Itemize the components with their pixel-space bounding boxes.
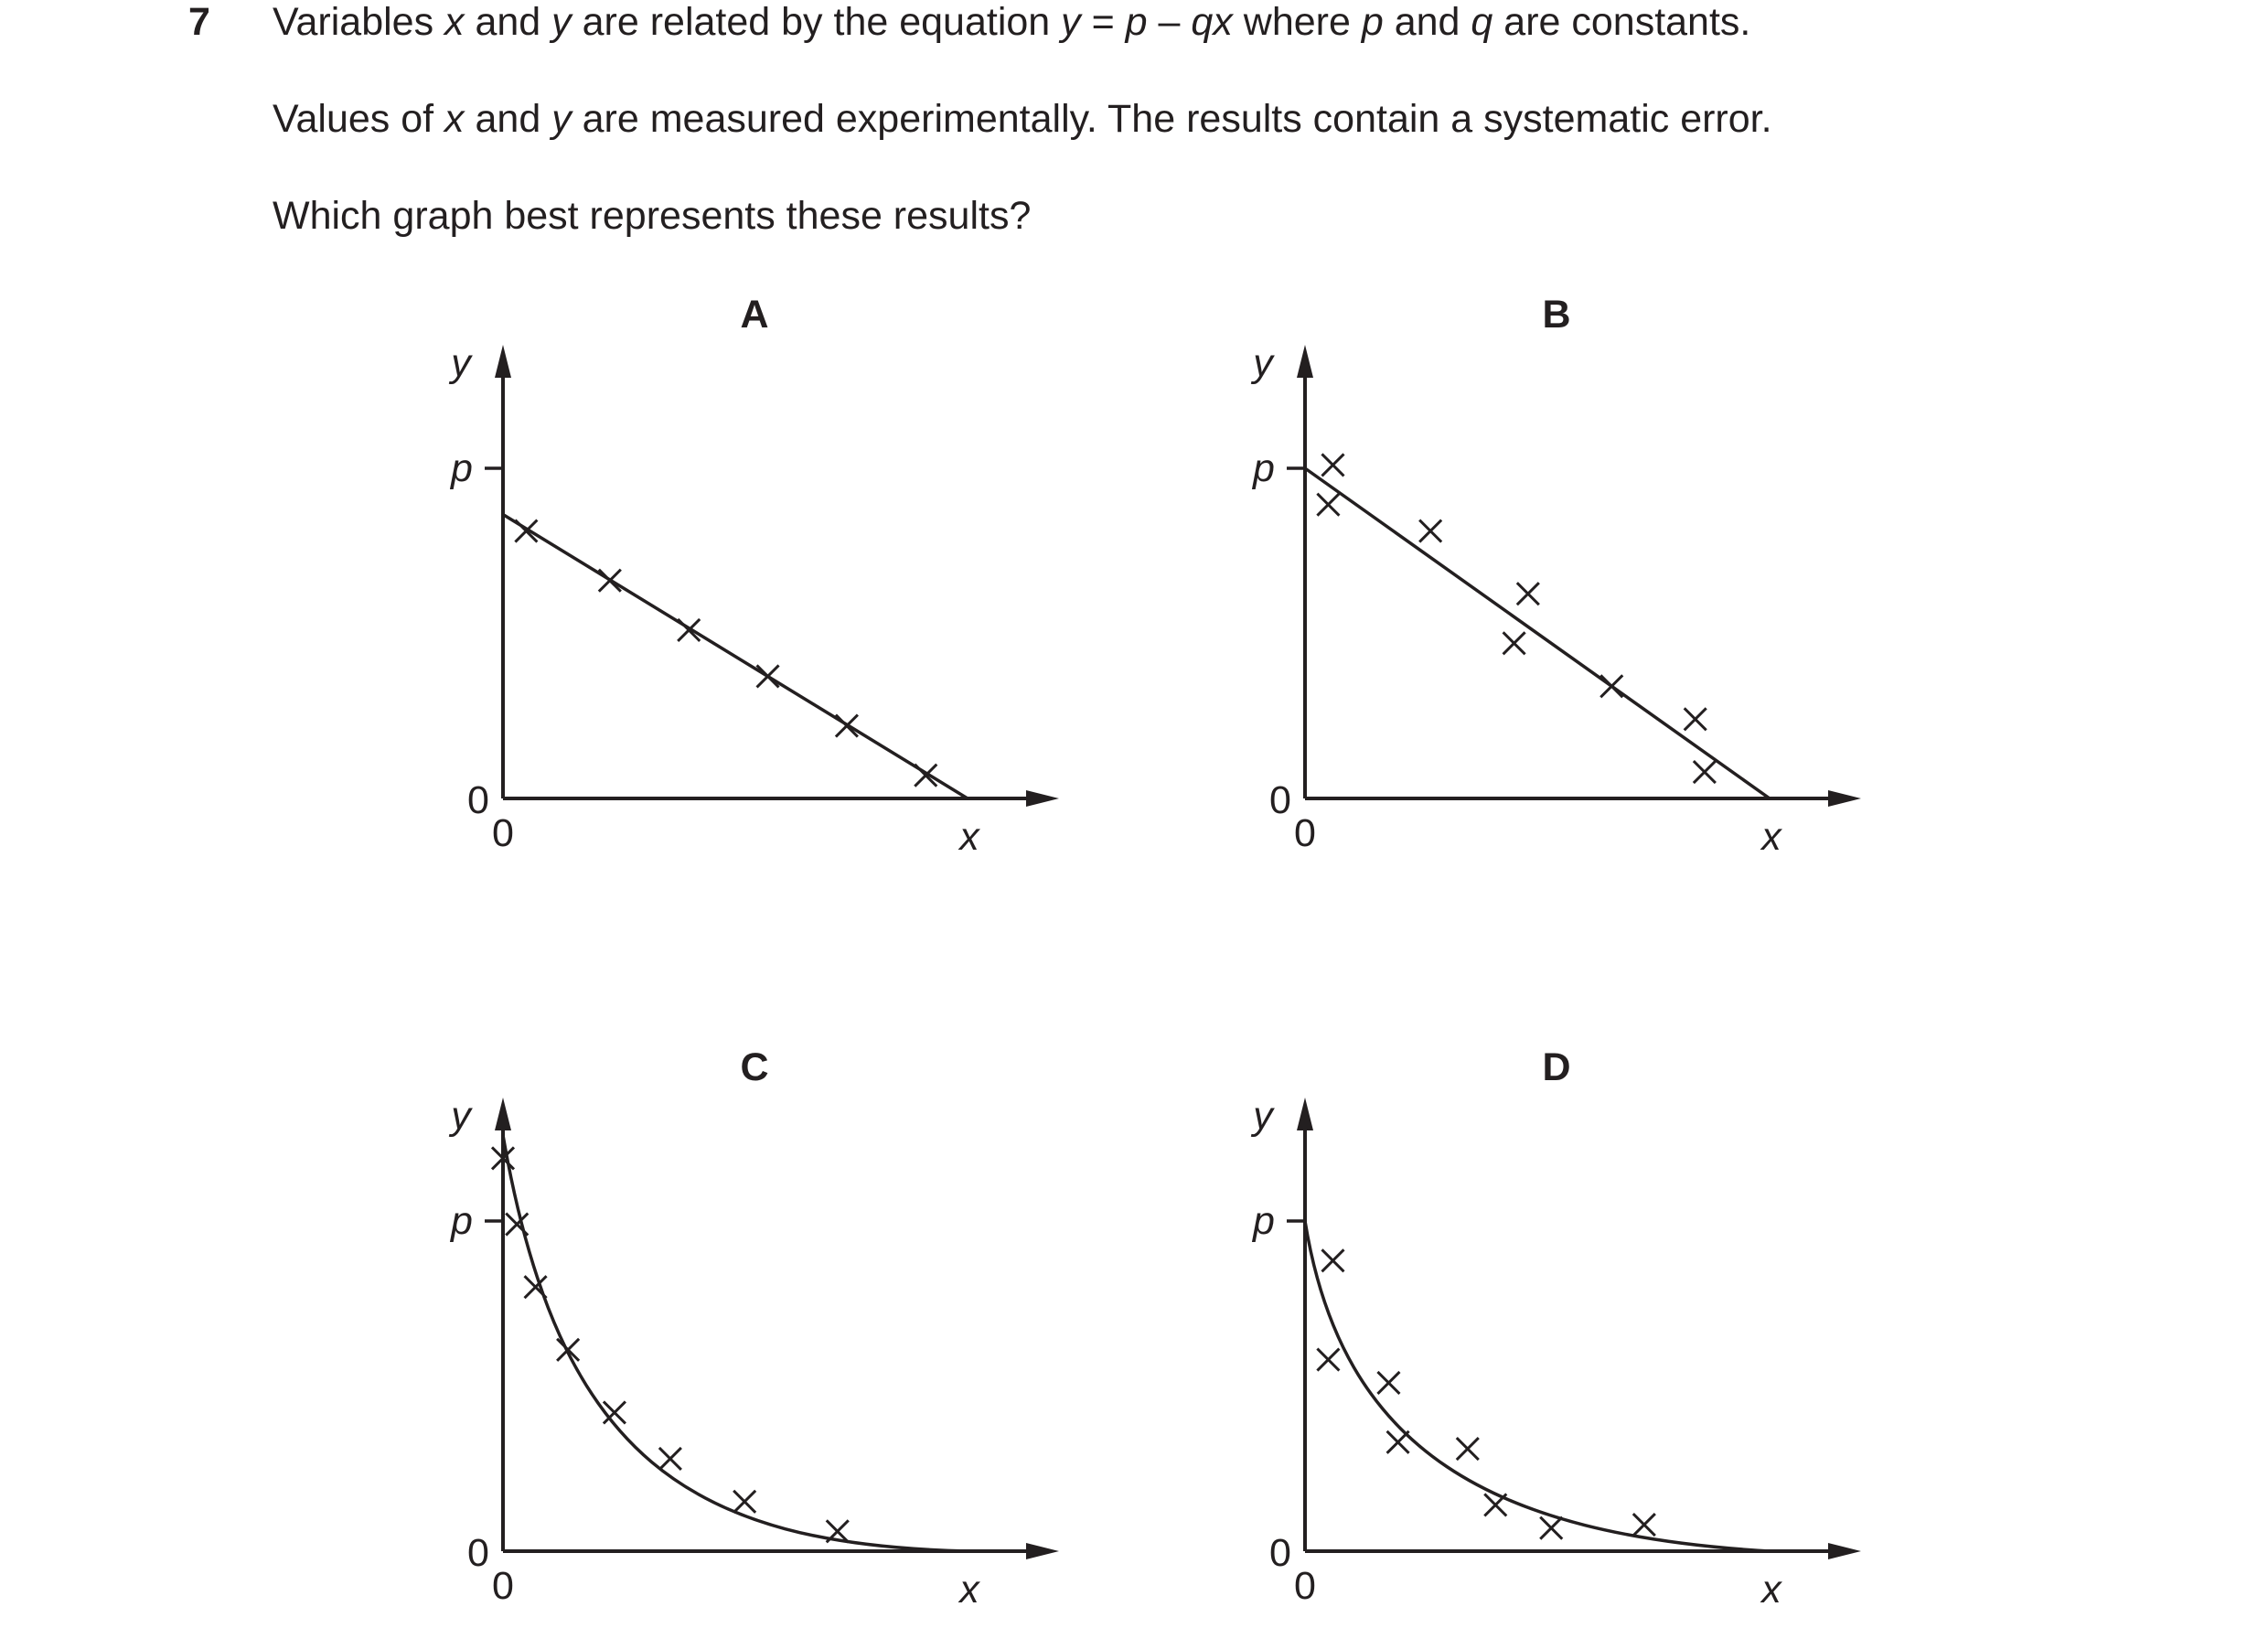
y-zero-label: 0 bbox=[467, 1531, 489, 1575]
data-point-cross bbox=[1321, 1249, 1343, 1271]
y-axis-arrow-icon bbox=[1297, 345, 1313, 378]
graph-a bbox=[448, 293, 1059, 859]
x-zero-label: 0 bbox=[1294, 811, 1316, 855]
panel-letter: B bbox=[1542, 293, 1571, 337]
data-point-cross bbox=[506, 1214, 528, 1236]
y-axis-label: y bbox=[451, 341, 471, 385]
data-point-cross bbox=[1387, 1431, 1409, 1453]
data-point-cross bbox=[1600, 675, 1622, 697]
panel-letter: D bbox=[1542, 1045, 1571, 1089]
y-axis-arrow-icon bbox=[495, 345, 511, 378]
data-point-cross bbox=[1694, 761, 1716, 783]
x-axis-arrow-icon bbox=[1026, 790, 1059, 807]
x-axis-arrow-icon bbox=[1828, 1543, 1861, 1559]
data-point-cross bbox=[836, 715, 858, 737]
data-point-cross bbox=[599, 570, 621, 592]
best-fit-line bbox=[1305, 468, 1770, 798]
graph-d bbox=[1250, 1045, 1861, 1612]
data-point-cross bbox=[1685, 708, 1706, 730]
data-point-cross bbox=[1321, 454, 1343, 476]
data-point-cross bbox=[1419, 520, 1441, 542]
data-point-cross bbox=[1377, 1372, 1399, 1394]
y-axis-label: y bbox=[1253, 341, 1273, 385]
data-point-cross bbox=[525, 1276, 547, 1298]
y-axis-arrow-icon bbox=[1297, 1098, 1313, 1130]
y-axis-label: y bbox=[451, 1094, 471, 1138]
p-tick-label: p bbox=[1253, 1199, 1275, 1243]
data-point-cross bbox=[915, 765, 936, 787]
panel-letter: C bbox=[740, 1045, 769, 1089]
question-line-2: Values of x and y are measured experimentally. The results contain a systematic error. bbox=[273, 97, 1772, 141]
data-point-cross bbox=[1540, 1517, 1562, 1539]
x-axis-label: x bbox=[959, 815, 979, 859]
data-point-cross bbox=[1317, 494, 1339, 516]
x-axis-arrow-icon bbox=[1026, 1543, 1059, 1559]
question-number: 7 bbox=[188, 0, 210, 44]
best-fit-curve bbox=[503, 1135, 968, 1551]
graph-b bbox=[1250, 293, 1861, 859]
data-point-cross bbox=[1484, 1494, 1506, 1516]
best-fit-line bbox=[503, 515, 968, 798]
data-point-cross bbox=[1633, 1514, 1655, 1536]
question-line-3: Which graph best represents these results? bbox=[273, 194, 1032, 238]
p-tick-label: p bbox=[451, 446, 473, 490]
data-point-cross bbox=[515, 520, 537, 542]
y-axis-label: y bbox=[1253, 1094, 1273, 1138]
x-axis-arrow-icon bbox=[1828, 790, 1861, 807]
p-tick-label: p bbox=[451, 1199, 473, 1243]
data-point-cross bbox=[1517, 583, 1539, 605]
question-line-1: Variables x and y are related by the equation y = p – qx where p and q are constants. bbox=[273, 0, 1751, 44]
y-zero-label: 0 bbox=[1269, 778, 1291, 822]
y-zero-label: 0 bbox=[1269, 1531, 1291, 1575]
panel-letter: A bbox=[740, 293, 769, 337]
graph-c bbox=[448, 1045, 1059, 1612]
x-zero-label: 0 bbox=[1294, 1564, 1316, 1608]
x-zero-label: 0 bbox=[492, 1564, 514, 1608]
data-point-cross bbox=[757, 665, 779, 687]
p-tick-label: p bbox=[1253, 446, 1275, 490]
x-axis-label: x bbox=[1761, 815, 1781, 859]
y-axis-arrow-icon bbox=[495, 1098, 511, 1130]
y-zero-label: 0 bbox=[467, 778, 489, 822]
data-point-cross bbox=[1457, 1438, 1479, 1460]
best-fit-curve bbox=[1305, 1221, 1770, 1551]
x-zero-label: 0 bbox=[492, 811, 514, 855]
x-axis-label: x bbox=[1761, 1568, 1781, 1612]
data-point-cross bbox=[733, 1491, 755, 1513]
data-point-cross bbox=[557, 1339, 579, 1361]
data-point-cross bbox=[678, 619, 700, 641]
x-axis-label: x bbox=[959, 1568, 979, 1612]
data-point-cross bbox=[1503, 632, 1525, 654]
data-point-cross bbox=[659, 1448, 681, 1470]
data-point-cross bbox=[1317, 1349, 1339, 1371]
